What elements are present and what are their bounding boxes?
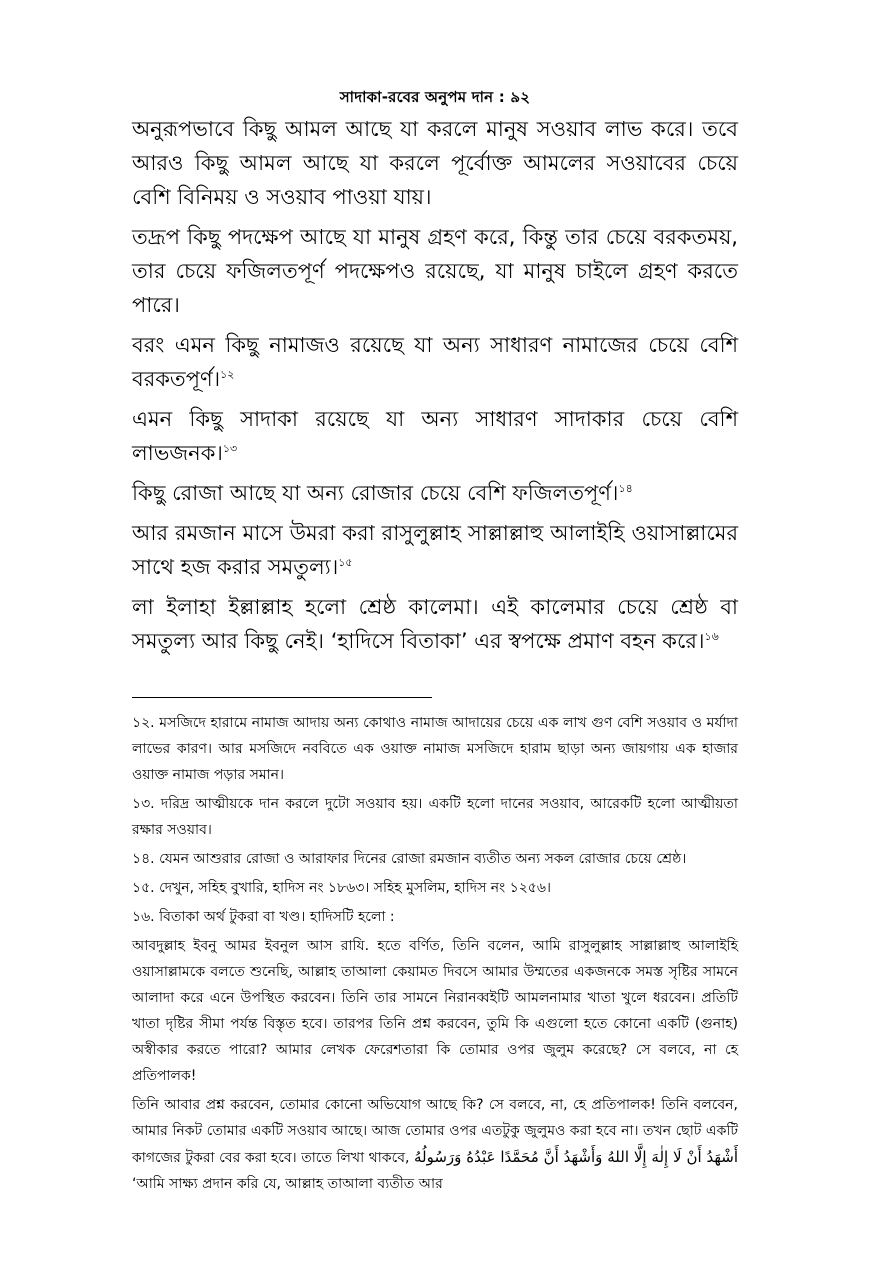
paragraph: অনুরূপভাবে কিছু আমল আছে যা করলে মানুষ সওয়াব লাভ করে। তবে আরও কিছু আমল আছে যা করলে পূর্বোক্ত আমলের সওয়াবের চেয়ে বেশি বিনিময় ও সওয়াব পাওয়া যায়।: [132, 117, 738, 209]
paragraph: আর রমজান মাসে উমরা করা রাসুলুল্লাহ সাল্লাল্লাহু আলাইহি ওয়াসাল্লামের সাথে হজ করার সমতুল্য।$^{১৫}$: [132, 521, 738, 579]
footnote-ref[interactable]: ১৬: [704, 630, 719, 643]
footnote: ১৬. বিতাকা অর্থ টুকরা বা খণ্ড। হাদিসটি হলো :: [132, 909, 395, 925]
footnote: ১৪. যেমন আশুরার রোজা ও আরাফার দিনের রোজা রমজান ব্যতীত অন্য সকল রোজার চেয়ে শ্রেষ্ঠ।: [132, 851, 687, 867]
footnote-ref[interactable]: ১৪: [618, 482, 633, 495]
paragraph: লা ইলাহা ইল্লাল্লাহ হলো শ্রেষ্ঠ কালেমা। এই কালেমার চেয়ে শ্রেষ্ঠ বা সমতুল্য আর কিছু নেই। ‘হাদিসে বিতাকা’ এর স্বপক্ষে প্রমাণ বহন করে।$^{১৬}$: [132, 595, 738, 653]
paragraph: তদ্রূপ কিছু পদক্ষেপ আছে যা মানুষ গ্রহণ করে, কিন্তু তার চেয়ে বরকতময়, তার চেয়ে ফজিলতপূর্ণ পদক্ষেপও রয়েছে, যা মানুষ চাইলে গ্রহণ করতে পারে।: [132, 225, 738, 317]
footnote: ১৩. দরিদ্র আত্মীয়কে দান করলে দুটো সওয়াব হয়। একটি হলো দানের সওয়াব, আরেকটি হলো আত্মীয়তা রক্ষার সওয়াব।: [132, 796, 738, 838]
footnote-ref[interactable]: ১৩: [222, 442, 238, 455]
paragraph: বরং এমন কিছু নামাজও রয়েছে যা অন্য সাধারণ নামাজের চেয়ে বেশি বরকতপূর্ণ।$^{১২}$: [132, 333, 738, 391]
main-text: [132, 112, 738, 664]
footnote-divider: [132, 697, 432, 698]
footnote-ref[interactable]: ১৫: [338, 556, 353, 569]
footnotes: [132, 710, 738, 1200]
page-header: সাদাকা-রবের অনুপম দান : ৯২: [339, 88, 531, 106]
paragraph: কিছু রোজা আছে যা অন্য রোজার চেয়ে বেশি ফজিলতপূর্ণ।$^{১৪}$: [132, 481, 633, 505]
footnote: ১৫. দেখুন, সহিহ বুখারি, হাদিস নং ১৮৬৩। সহিহ মুসলিম, হাদিস নং ১২৫৬।: [132, 880, 551, 896]
footnote-hadith: আবদুল্লাহ ইবনু আমর ইবনুল আস রাযি. হতে বর্ণিত, তিনি বলেন, আমি রাসুলুল্লাহ সাল্লাল্লাহু আলাইহি ওয়াসাল্লামকে বলতে শুনেছি, আল্লাহ তাআলা কেয়ামত দিবসে আমার উম্মতের একজনকে সমস্ত সৃষ্টির সামনে আলাদা করে এনে উপস্থিত করবেন। তিনি তার সামনে নিরানব্বইটি আমলনামার খাতা খুলে ধরবেন। প্রতিটি খাতা দৃষ্টির সীমা পর্যন্ত বিস্তৃত হবে। তারপর তিনি প্রশ্ন করবেন, তুমি কি এগুলো হতে কোনো একটি (গুনাহ) অস্বীকার করতে পারো? আমার লেখক ফেরেশতারা কি তোমার ওপর জুলুম করেছে? সে বলবে, না হে প্রতিপালক!: [132, 938, 738, 1084]
paragraph: এমন কিছু সাদাকা রয়েছে যা অন্য সাধারণ সাদাকার চেয়ে বেশি লাভজনক।$^{১৩}$: [132, 407, 738, 465]
footnote: ১২. মসজিদে হারামে নামাজ আদায় অন্য কোথাও নামাজ আদায়ের চেয়ে এক লাখ গুণ বেশি সওয়াব ও মর্যাদা লাভের কারণ। আর মসজিদে নববিতে এক ওয়াক্ত নামাজ মসজিদে হারাম ছাড়া অন্য জায়গায় এক হাজার ওয়াক্ত নামাজ পড়ার সমান।: [132, 715, 738, 783]
footnote-ref[interactable]: ১২: [220, 368, 235, 381]
footnote-hadith-continued: তিনি আবার প্রশ্ন করবেন, তোমার কোনো অভিযোগ আছে কি? সে বলবে, না, হে প্রতিপালক! তিনি বলবেন, আমার নিকট তোমার একটি সওয়াব আছে। আজ তোমার ওপর এতটুকু জুলুমও করা হবে না। তখন ছোট একটি কাগজের টুকরা বের করা হবে। তাতে লিখা থাকবে, أَشْهَدُ أَنْ لَا إِلٰهَ إِلَّا اللهُ وَأَشْهَدُ أَنَّ مُحَمَّدًا عَبْدُهُ وَرَسُولُهُ ‘আমি সাক্ষ্য প্রদান করি যে, আল্লাহ তাআলা ব্যতীত আর: [132, 1097, 738, 1192]
footnote-last-line: ‘আমি সাক্ষ্য প্রদান করি যে, আল্লাহ তাআলা ব্যতীত আর: [132, 1176, 443, 1192]
arabic-shahada: أَشْهَدُ أَنْ لَا إِلٰهَ إِلَّا اللهُ وَأَشْهَدُ أَنَّ مُحَمَّدًا عَبْدُهُ وَرَسُولُهُ: [414, 1148, 738, 1166]
